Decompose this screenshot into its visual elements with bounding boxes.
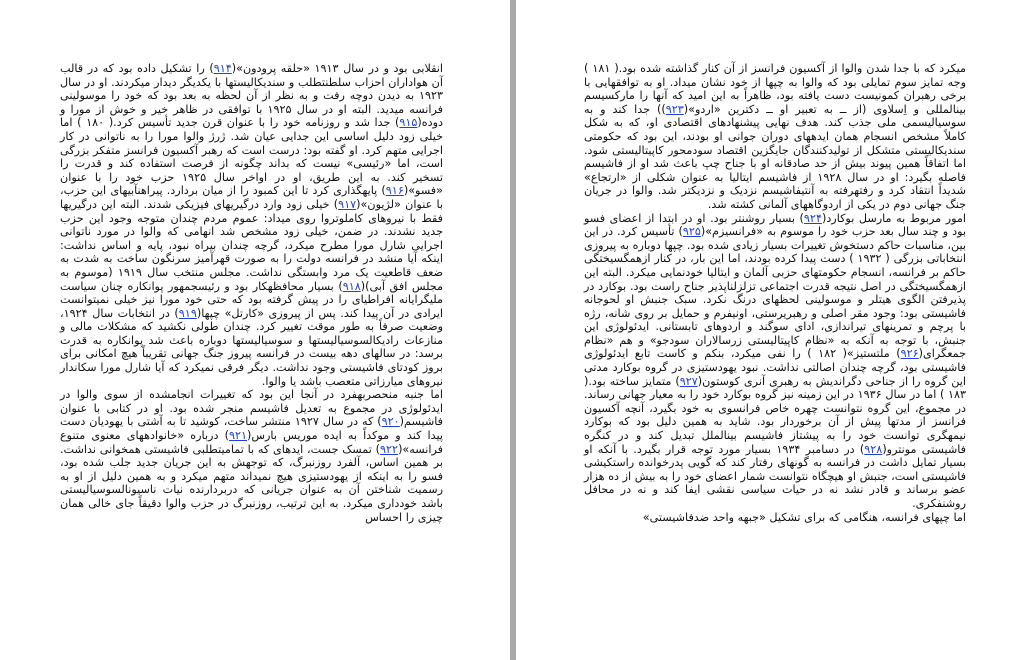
paragraph-text: ) متمایز ساخته بود.( ۱۸۳ ) اما در سال ۱۹۳۶ در این زمینه نیز گروه بوکارد خود را به معیار جهانی رساند. در مجموع، این گروه نتوانست چهره خاص فرانسوی به خود بگیرد، آنچه آکسیون فرانسز از مدتها پیش از آن برخوردار بود. شاید به همین دلیل بود که بوکارد نیمهگری توانست خود را به پیشتاز فاشیسم بینالملل تبدیل کند و در کنگره فاشیستی مونترو( <box>584 374 966 456</box>
paragraph-text: ) جدا شد و روزنامه خود را با عنوان قرن جدید تأسیس کرد.( ۱۸۰ ) اما خیلی زود دلیل اساسی این جدایی عیان شد. ژرژ والوا مورا را به ناتوانی در کار اجرایی متهم کرد. او گفته بود: درست است که رهبر آکسیون فرانسز متفکر بزرگی است، اما «رئیسی» نیست که بداند چگونه از فرصت استفاده کند و قدرت را تسخیر کند. به این طریق، او در اواخر سال ۱۹۲۵ حزب خود را با عنوان «فسو»( <box>60 116 443 198</box>
footnote-link[interactable]: ۹۲۸ <box>864 442 883 456</box>
paragraph-text: ) خیلی زود وارد درگیریهای فیزیکی شدند. البته این درگیریها فقط با نیروهای کاملوتروا روی میداد: عموم مردم چندان متوجه وجود این حزب جدید نشدند. در ضمن، خیلی زود مشخص شد انهامی که والوا در مورد ناتوانی اجرایی شارل مورا مطرح میکرد، گرچه چندان بیراه نبود، پایه و اساس نداشت: اینکه آیا منشد در فرانسه دولت را به صورت قهرآمیز سرنگون ساخت به شدت به ضعف قاطعیت یک مرد وابستگی نداشت. مجلس منتخب سال ۱۹۱۹ (موسوم به مجلس افق آبی)( <box>60 197 444 293</box>
paragraph <box>584 212 966 511</box>
footnote-link[interactable]: ۹۱۵ <box>399 116 418 130</box>
right-page-text-column <box>584 62 966 524</box>
left-page-text-column <box>60 62 443 524</box>
footnote-link[interactable]: ۹۲۳ <box>665 102 684 116</box>
footnote-link[interactable]: ۹۲۰ <box>381 415 400 429</box>
paragraph-text: )) جدا کند و به سوسیالیسمی ملی جذب کند. هدف نهایی پیشنهادهای اقتصادی او، که به شکل کاملاً مشخص انسجام همان ایدههای دوران جوانی او بودند، این بود که حکومتی سندیکالیستی متشکل از تولیدکنندگان جایگزین اقتصاد سودمحور کاپیتالیستی شود. اما اتفاقاً همین پیوند بیش از حد صادقانه او با جناح چپ باعث شد او از فاشیسم فاصله بگیرد: او در سال ۱۹۲۸ از فاشیسم ایتالیا به عنوان شکلی از «ارتجاع» شدیداً انتقاد کرد و رفتهرفته به آنتیفاشیسم نزدیک و نزدیکتر شد. والوا در جریان جنگ جهانی دوم در یکی از اردوگاههای آلمانی کشته شد. <box>584 102 966 211</box>
paragraph-text: ) پایهگذاری کرد تا این کمبود را از میان بردارد. پیراهنآبیهای این حزب، با عنوان «لژیون»( <box>60 184 443 211</box>
paragraph-text: اما چپهای فرانسه، هنگامی که برای تشکیل «جبهه واحد ضدفاشیستی» <box>642 510 966 524</box>
paragraph-text: ) در انتخابات سال ۱۹۲۴، وضعیت صرفاً به طور موقت تغییر کرد. چندان طولی نکشید که مشکلات مالی و منازعات رادیکالسوسیالیستها و سوسیالیستها دوباره باعث شد پوانکاره به قدرت برسد: در سالهای دهه بیست در فرانسه پیروز جنگ جهانی تقریباً هیچ امکانی برای بروز کودتای فاشیستی وجود نداشت. دیگر فرقی نمیکرد که آیا شارل مورا سکاندار نیروهای میارزاتی متعصب باشد یا والوا. <box>60 306 443 388</box>
footnote-link[interactable]: ۹۱۴ <box>213 62 232 75</box>
paragraph-text: ) در دسامبر ۱۹۳۴ بسیار مورد توجه قرار بگیرد. با آنکه او بسیار تمایل داشت در فرانسه به گونهای رفتار کند که گویی پدرخوانده راستکیشی فاشیستی است، جنبش او هیچگاه نتوانست شمار اعضای خود را به بیش از ده هزار عضو برساند و قادر نشد نه در حیات سیاسی نقشی ایفا کند و نه در محافل روشنفکری. <box>584 442 966 510</box>
footnote-link[interactable]: ۹۲۲ <box>380 442 399 456</box>
footnote-link[interactable]: ۹۱۹ <box>178 306 197 320</box>
paragraph <box>584 511 966 525</box>
paragraph-text: ) بسیار روشنتر بود. او در ابتدا از اعضای فسو بود و چند سال بعد حزب خود را موسوم به «فرانسیزم»( <box>584 211 966 239</box>
paragraph-text: ) را تشکیل داده بود که در قالب آن هواداران احزاب سلطنتطلب و سندیکالیستها با یکدیگر دیدار میکردند. او در سال ۱۹۲۳ به دیدن دوچه رفت و به نظر از آن لحظه به بعد بود که خود را موسولینی فرانسه میدید. البته او در سال ۱۹۲۵ با توافقی در ظاهر خیر و خوش از مورا و دوده( <box>60 62 443 130</box>
paragraph <box>584 62 966 212</box>
paragraph <box>60 388 443 524</box>
paragraph-text: امور مربوط به مارسل بوکارد( <box>821 211 966 225</box>
footnote-link[interactable]: ۹۲۵ <box>682 225 701 239</box>
left-page <box>0 0 510 660</box>
paragraph-text: ) که در سال ۱۹۲۷ منتشر ساخت، کوشید تا به آشتی با یهودیان دست پیدا کند و موکداً به ایده موریس بارس( <box>60 415 444 443</box>
paragraph-text: انقلابی بود و در سال ۱۹۱۳ «حلقه پرودون»( <box>231 62 444 75</box>
paragraph-text: ) درباره «خانوادههای معنوی متنوع فرانسه»( <box>60 429 443 456</box>
paragraph-text: ) بسیار محافظهکار بود و رئیسجمهور پوانکاره چنان سیاست ملیگرایانه افراطیای را در پیش گرفته بود که حتی خود مورا نیز خیلی نمیتوانست ایرادی در آن پیدا کند. پس از پیروزی «کارتل» چپها( <box>60 279 444 320</box>
paragraph-text: ) تمسک جست، ایدهای که با تمامیتطلبی فاشیستی همخوانی نداشت. بر همین اساس، آلفرد روزنبرگ، که توجهش به این جریان جدید جلب شده بود، فسو را به اینکه از یهودستیزی هیچ نمیداند متهم میکرد و به همین دلیل از او به رسمیت شناختن آن به عنوان جریانی که دربردارنده نیات ناسیونالسوسیالیستی باشد خودداری میکرد. به این ترتیب، روزنبرگ در حزب والوا دقیقاً جای خالی همان چیزی را احساس <box>60 442 443 524</box>
paragraph-text: میکرد که با جدا شدن والوا از آکسیون فرانسز از آن کنار گذاشته شده بود.( ۱۸۱ ) وجه تمایز سوم تمایلی بود که والوا به چپها از خود نشان میداد. او به توافقهایی با برخی رهبران کمونیست دست یافته بود، ظاهراً به این امید که آنها را مارکسیسم بینالمللی و اِسلاوی (از ــ به تعبیر او ــ دکترین «اردو»( <box>584 62 966 116</box>
footnote-link[interactable]: ۹۲۱ <box>228 429 247 443</box>
right-page <box>516 0 1026 660</box>
paragraph-text: ) ملتستیز»( ۱۸۲ ) را نفی میکرد، بنکم و کاست تابع ایدئولوژی فاشیستی بود، گرچه چندان اصالتی نداشت. نبود یهودستیزی در گروه بوکارد مدتی این گروه را از جناحی دگراندیش به رهبری آنری کوستون( <box>584 347 966 388</box>
footnote-link[interactable]: ۹۲۶ <box>900 347 919 361</box>
paragraph-text: اما جنبه منحصربهفرد در آنجا این بود که تغییرات انجامشده از سوی والوا در ایدئولوژی در مجموع به تعدیل فاشیسم منجر شده بود. او در کتابی با عنوان فاشیسم( <box>60 388 443 429</box>
footnote-link[interactable]: ۹۱۶ <box>385 184 404 198</box>
footnote-link[interactable]: ۹۱۸ <box>342 279 361 293</box>
footnote-link[interactable]: ۹۱۷ <box>338 197 357 211</box>
footnote-link[interactable]: ۹۲۷ <box>679 374 698 388</box>
paragraph-text: ) تأسیس کرد. در این بین، مناسبات حاکم دستخوش تغییرات بسیار زیادی شده بود. چپها دوباره به پیروزی انتخاباتی بزرگی ( ۱۹۳۲ ) دست پیدا کرده بودند، اما این بار، در کنار ازهمگسیختگی حاکم بر فرانسه، انسجام حکومتهای حزبی آلمان و ایتالیا خودنمایی میکرد. البته این ازهمگسیختگی در اصل نتیجه قدرت اجتماعی تزلزلناپذیر جناح راست بود. بوکارد در پذیرفتن الگوی هیتلر و موسولینی لحظهای درنگ نکرد. سبک جنبش او لحوجانه فاشیستی بود: وجود مقر اصلی و رهبریرستی، اونیفرم و حمایل بر روی شانه، رژه با پرچم و تمرینهای تیراندازی، ادای سوگند و اردوهای تابستانی. ایدئولوژی این جنبش، با توجه به آنکه به «نظام کاپیتالیستی زرسالاران سودجو» و هم «نظام جمعگرای( <box>584 225 966 361</box>
paragraph <box>60 62 443 388</box>
footnote-link[interactable]: ۹۲۴ <box>803 211 822 225</box>
